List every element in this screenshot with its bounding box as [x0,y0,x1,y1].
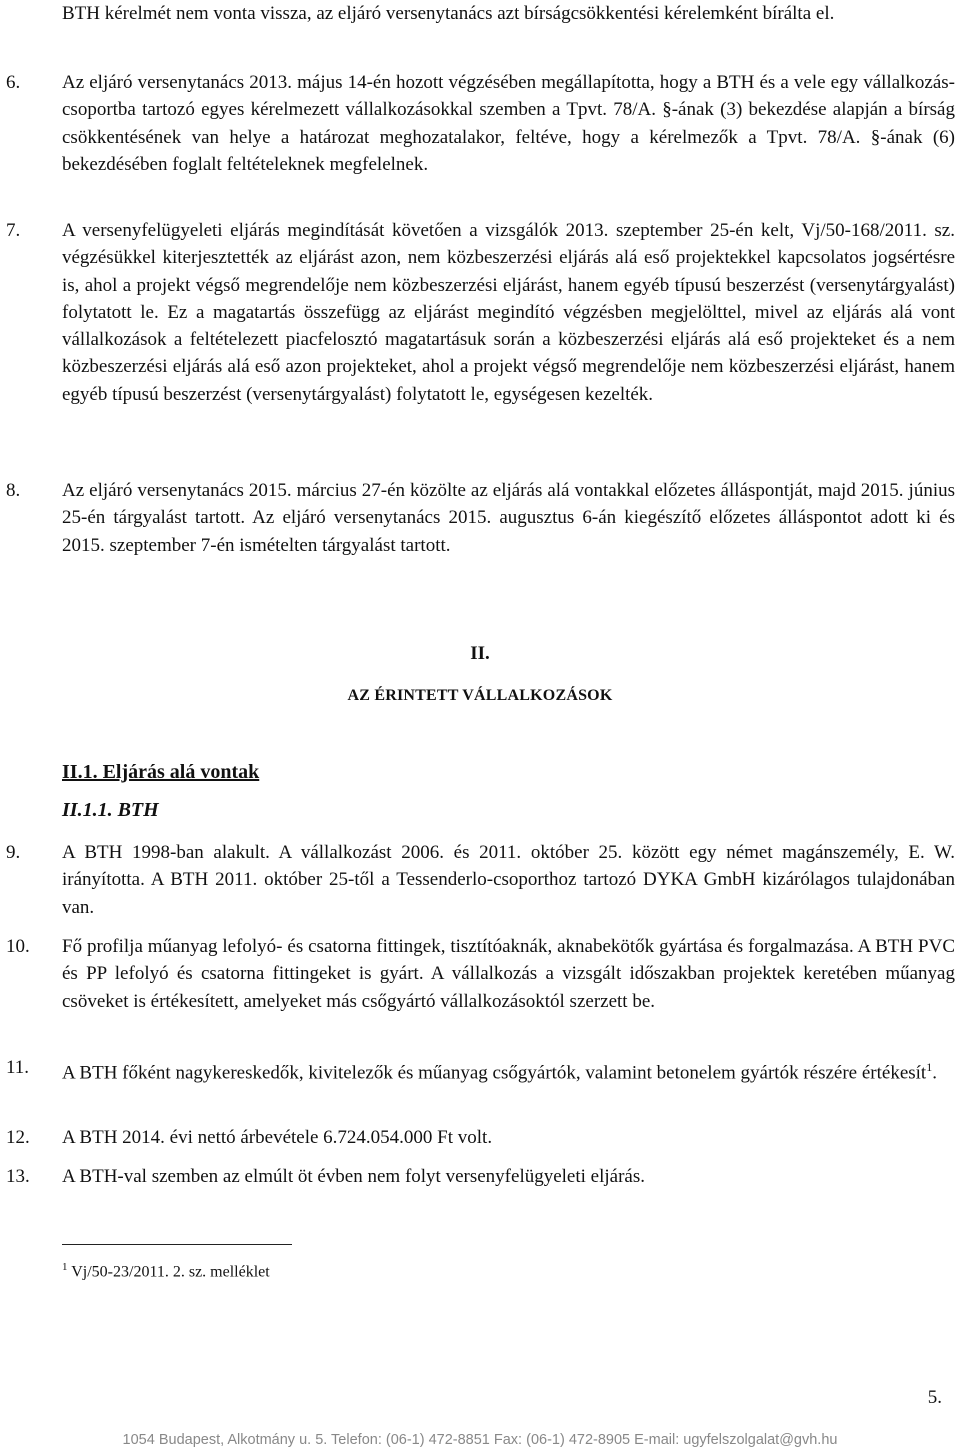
heading-bth: II.1.1. BTH [62,799,159,821]
intro-paragraph: BTH kérelmét nem vonta vissza, az eljáró versenytanács azt bírságcsökkentési kérelemként bírálta el. [62,3,835,24]
page-number: 5. [927,1387,942,1408]
item-6-text: Az eljáró versenytanács 2013. május 14-én hozott végzésében megállapította, hogy a BTH és a vele egy vállalkozás-csoportba tartozó egyes kérelmezett vállalkozásokkal szemben a Tpvt. 78/A. §-ának (3) bekezdése alapján a bírság csökkentésének van helye a határozat meghozatalakor, feltéve, hogy a kérelmezők a Tpvt. 78/A. §-ának (6) bekezdésében foglalt feltételeknek megfelelnek. [62,72,955,175]
item-13-number: 13. [6,1166,30,1187]
item-8-text: Az eljáró versenytanács 2015. március 27-én közölte az eljárás alá vontakkal előzetes álláspontját, majd 2015. június 25-én tárgyalást tartott. Az eljáró versenytanács 2015. augusztus 6-án kiegészítő előzetes álláspontot adott ki és 2015. szeptember 7-én ismételten tárgyalást tartott. [62,480,955,556]
item-10-number: 10. [6,936,30,957]
item-11-body: A BTH főként nagykereskedők, kivitelezők és műanyag csőgyártók, valamint betonelem gyártók részére értékesít [62,1062,927,1084]
item-13-text: A BTH-val szemben az elmúlt öt évben nem folyt versenyfelügyeleti eljárás. [62,1166,645,1187]
section-title: AZ ÉRINTETT VÁLLALKOZÁSOK [347,687,613,704]
item-12-text: A BTH 2014. évi nettó árbevétele 6.724.054.000 Ft volt. [62,1127,493,1148]
item-11-text [62,1054,955,1087]
item-7-number: 7. [6,220,21,241]
section-number: II. [470,643,490,664]
item-11-number: 11. [6,1057,30,1078]
footnote-text: Vj/50-23/2011. 2. sz. melléklet [71,1263,270,1281]
item-11-tail: . [932,1062,937,1084]
footnote-reference: 1 [926,1060,933,1074]
page-footer: 1054 Budapest, Alkotmány u. 5. Telefon: (06-1) 472-8851 Fax: (06-1) 472-8905 E-mail: ugyfelszolgalat@gvh.hu [122,1432,838,1448]
heading-eljaras-ala-vontak: II.1. Eljárás alá vontak [62,761,260,783]
item-6-number: 6. [6,72,21,93]
footnote-marker: 1 [62,1261,68,1273]
item-8-number: 8. [6,480,21,501]
item-9-number: 9. [6,842,21,863]
item-12-number: 12. [6,1127,30,1148]
item-10-text: Fő profilja műanyag lefolyó- és csatorna fittingek, tisztítóaknák, aknabekötők gyártása és forgalmazása. A BTH PVC és PP lefolyó és csatorna fittingeket is gyárt. A vállalkozás a vizsgált időszakban projektek keretében műanyag csöveket is értékesített, amelyeket más csőgyártó vállalkozásoktól szerzett be. [62,936,955,1012]
item-7-text: A versenyfelügyeleti eljárás megindítását követően a vizsgálók 2013. szeptember 25-én kelt, Vj/50-168/2011. sz. végzésükkel kiterjesztették az eljárást azon, nem közbeszerzési eljárás alá eső projektekkel kapcsolatos jogsértésre is, ahol a projekt végső megrendelője nem közbeszerzési eljárást, hanem egyéb típusú beszerzést (versenytárgyalást) folytatott le. Ez a magatartás összefügg az eljárást megindító végzésben megjelölttel, mivel az eljárás alá vont vállalkozások a feltételezett piacfelosztó magatartásuk során a közbeszerzési eljárás alá eső projekteket és a nem közbeszerzési eljárás alá eső azon projekteket, ahol a projekt végső megrendelője nem közbeszerzési eljárást, hanem egyéb típusú beszerzést (versenytárgyalást) folytatott le, egységesen kezelték. [62,220,955,405]
item-9-text: A BTH 1998-ban alakult. A vállalkozást 2006. és 2011. október 25. között egy német magánszemély, E. W. irányította. A BTH 2011. október 25-től a Tessenderlo-csoporthoz tartozó DYKA GmbH kizárólagos tulajdonában van. [62,842,955,918]
footnote [62,1254,270,1286]
footnote-divider [62,1244,292,1245]
